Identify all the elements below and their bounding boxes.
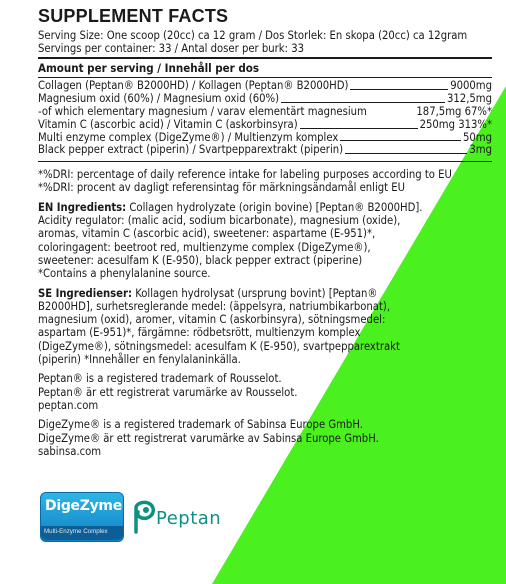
divider-thin bbox=[38, 161, 492, 162]
ingredients-en-line: *Contains a phenylalanine source. bbox=[38, 267, 211, 281]
leader-line bbox=[340, 140, 461, 141]
peptan-logo bbox=[128, 498, 228, 538]
leader-line bbox=[281, 102, 445, 103]
ingredients-se-line: B2000HD], surhetsreglerande medel: (äppelsyra, natriumbikarbonat), bbox=[38, 299, 391, 313]
trademark-line: DigeZyme® is a registered trademark of Sabinsa Europe GmbH. bbox=[38, 418, 363, 432]
leader-line bbox=[350, 89, 448, 90]
supplement-facts-panel bbox=[38, 6, 492, 458]
nutrient-amount: 187,5mg 67%* bbox=[416, 105, 492, 118]
nutrient-name: Magnesium oxid (60%) / Magnesium oxid (60%) bbox=[38, 92, 280, 106]
serving-size: Serving Size: One scoop (20cc) ca 12 gram / Dos Storlek: En skopa (20cc) ca 12gram bbox=[38, 29, 468, 42]
website-sabinsa: sabinsa.com bbox=[38, 444, 102, 458]
ingredients-en-line: aromas, vitamin C (ascorbic acid), sweetener: aspartame (E-951)*, bbox=[38, 227, 376, 241]
trademark-line: DigeZyme® är ett registrerat varumärke av Sabinsa Europe GmbH. bbox=[38, 431, 379, 445]
amount-per-serving-header: Amount per serving / Innehåll per dos bbox=[38, 61, 260, 76]
digezyme-logo-text: DigeZyme bbox=[45, 498, 122, 514]
ingredients-se-line: magnesium (oxid), aromer, vitamin C (askorbinsyra), sötningsmedel: bbox=[38, 313, 386, 327]
dri-note-se: *%DRI: procent av dagligt referensintag för märkningsändamål enligt EU bbox=[38, 181, 406, 195]
ingredients-en-line: sweetener: acesulfam K (E-950), black pepper extract (piperine) bbox=[38, 253, 363, 267]
nutrient-name: Multi enzyme complex (DigeZyme®) / Multienzym komplex bbox=[38, 130, 339, 144]
peptan-logo-text: Peptan bbox=[156, 508, 222, 529]
ingredients-se-line: Kollagen hydrolysat (ursprung bovint) [Peptan® bbox=[132, 286, 378, 300]
nutrient-amount: 50mg bbox=[462, 130, 492, 144]
digezyme-logo bbox=[40, 492, 124, 542]
nutrient-row bbox=[38, 106, 492, 119]
nutrient-list bbox=[38, 80, 492, 157]
ingredients-en-line: coloringagent: beetroot red, multienzyme complex (DigeZyme®), bbox=[38, 240, 371, 254]
divider-thick bbox=[38, 57, 492, 59]
trademark-peptan bbox=[38, 372, 492, 412]
servings-per-container: Servings per container: 33 / Antal doser per burk: 33 bbox=[38, 42, 304, 56]
nutrient-row bbox=[38, 119, 492, 132]
nutrient-name: Collagen (Peptan® B2000HD) / Kollagen (Peptan® B2000HD) bbox=[38, 79, 349, 93]
leader-line bbox=[300, 128, 418, 129]
page-title: SUPPLEMENT FACTS bbox=[38, 6, 229, 26]
leader-line bbox=[345, 153, 467, 154]
ingredients-se-line: (piperin) *Innehåller en fenylalaninkälla. bbox=[38, 353, 241, 367]
trademark-digezyme bbox=[38, 418, 492, 458]
trademark-line: Peptan® is a registered trademark of Rousselot. bbox=[38, 372, 282, 386]
ingredients-se-line: aspartam (E-951)*, färgämne: rödbetsrött, multienzym komplex bbox=[38, 326, 361, 340]
dri-note-en: *%DRI: percentage of daily reference intake for labeling purposes according to EU bbox=[38, 168, 452, 182]
ingredients-en-line: Collagen hydrolyzate (origin bovine) [Peptan® B2000HD]. bbox=[126, 200, 423, 214]
digezyme-logo-subtitle: Multi-Enzyme Complex bbox=[44, 528, 108, 535]
nutrient-row bbox=[38, 144, 492, 157]
ingredients-en-label: EN Ingredients: bbox=[38, 200, 127, 214]
nutrient-amount: 9000mg bbox=[450, 79, 492, 93]
ingredients-en bbox=[38, 201, 492, 281]
ingredients-en-line: Acidity regulator: (malic acid, sodium bicarbonate), magnesium (oxide), bbox=[38, 214, 401, 228]
ingredients-se bbox=[38, 287, 492, 367]
nutrient-amount: 312,5mg bbox=[446, 92, 492, 106]
ingredients-se-line: (DigeZyme®), sötningsmedel: acesulfam K (E-950), svartpepparextrakt bbox=[38, 339, 400, 353]
nutrient-name: -of which elementary magnesium / varav elementärt magnesium bbox=[38, 105, 367, 118]
website-peptan: peptan.com bbox=[38, 398, 99, 412]
nutrient-name: Vitamin C (ascorbic acid) / Vitamin C (askorbinsyra) bbox=[38, 117, 298, 131]
ingredients-se-label: SE Ingredienser: bbox=[38, 286, 132, 300]
nutrient-amount: 3mg bbox=[469, 143, 492, 157]
nutrient-name: Black pepper extract (piperin) / Svartpepparextrakt (piperin) bbox=[38, 143, 344, 157]
nutrient-amount: 250mg 313%* bbox=[419, 117, 492, 131]
divider-thin bbox=[38, 77, 492, 78]
trademark-line: Peptan® är ett registrerat varumärke av Rousselot. bbox=[38, 385, 298, 399]
